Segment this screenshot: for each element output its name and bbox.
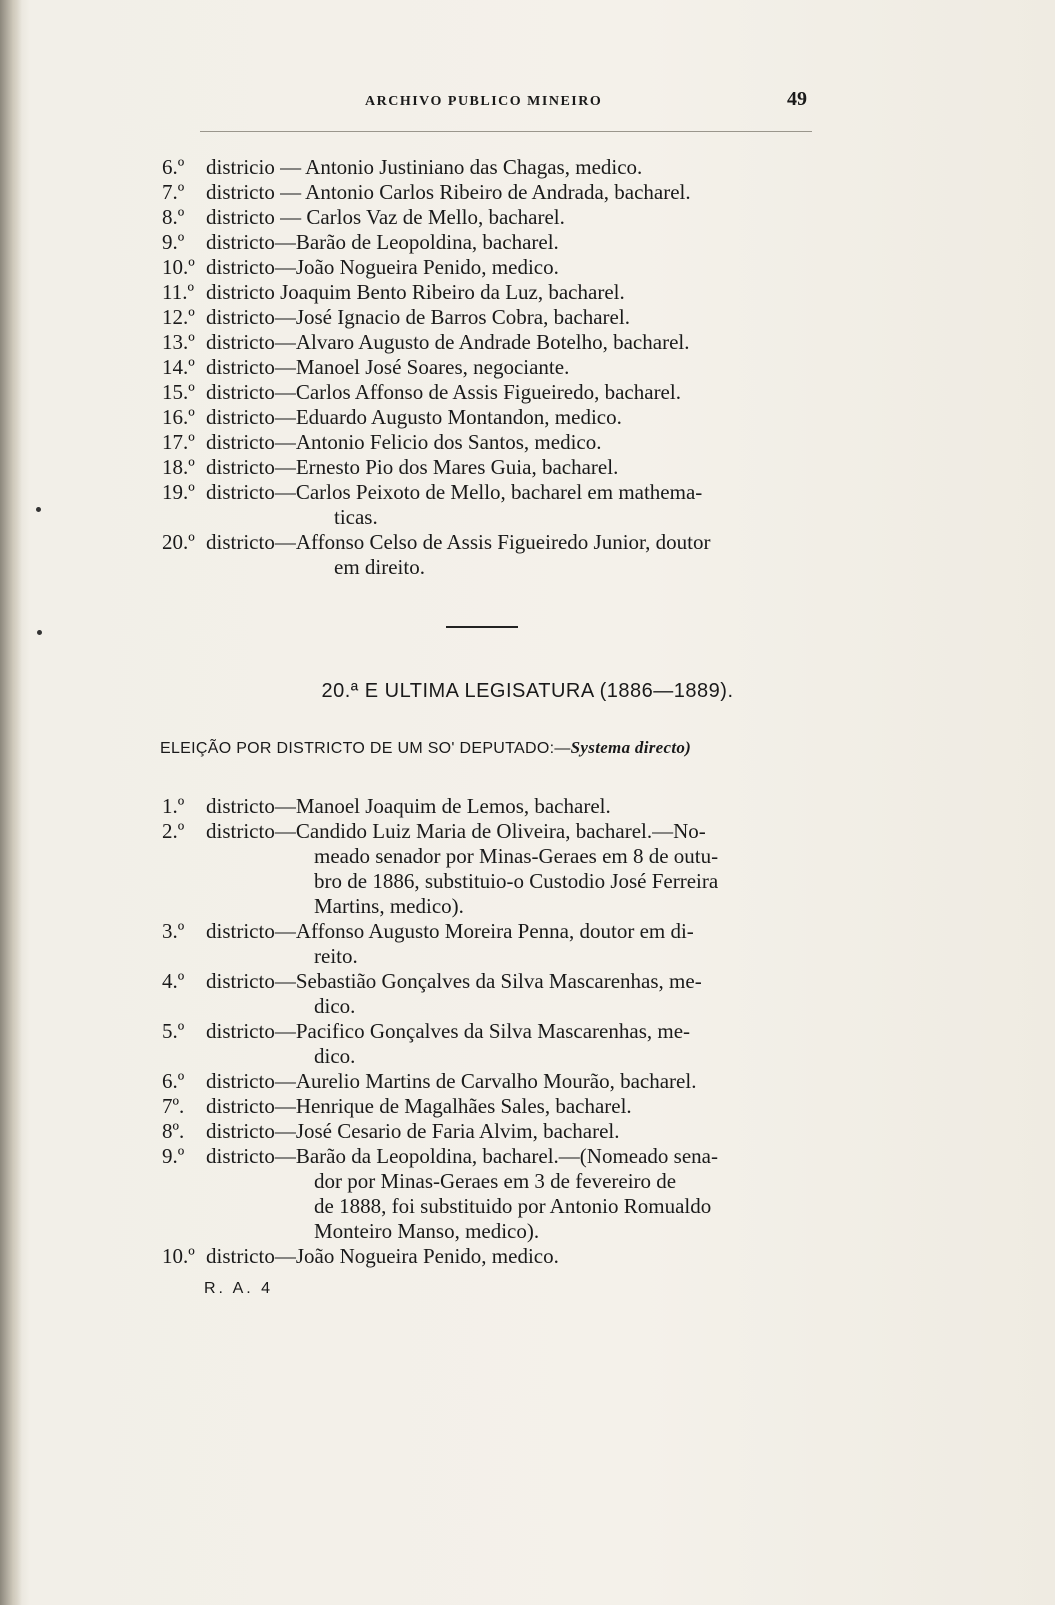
district-text: districto Joaquim Bento Ribeiro da Luz, bacharel. — [206, 280, 625, 304]
continuation-text: dico. — [314, 1044, 356, 1068]
header-title: ARCHIVO PUBLICO MINEIRO — [365, 94, 603, 109]
district-text: districto—Affonso Augusto Moreira Penna, doutor em di- — [206, 919, 694, 943]
district-text: districto—Candido Luiz Maria de Oliveira, bacharel.—No- — [206, 819, 706, 843]
district-number: 20.º — [162, 530, 195, 554]
district-number: 9.º — [162, 230, 185, 254]
district-entry — [162, 480, 842, 505]
election-subheading — [160, 738, 691, 758]
district-text-continuation — [334, 555, 425, 580]
district-text: districto—Aurelio Martins de Carvalho Mourão, bacharel. — [206, 1069, 697, 1093]
district-text: districto—Ernesto Pio dos Mares Guia, bacharel. — [206, 455, 619, 479]
district-number: 7.º — [162, 180, 185, 204]
district-number: 13.º — [162, 330, 195, 354]
district-number: 2.º — [162, 819, 185, 843]
continuation-text: dico. — [314, 994, 356, 1018]
district-entry — [162, 305, 842, 330]
legislature-heading: 20.ª E ULTIMA LEGISATURA (1886—1889). — [321, 680, 734, 702]
district-entry — [162, 530, 842, 555]
page-number: 49 — [787, 88, 807, 110]
signature-mark: R. A. 4 — [204, 1280, 274, 1297]
margin-speck — [37, 630, 42, 635]
continuation-text: bro de 1886, substituio-o Custodio José Ferreira — [314, 869, 719, 893]
district-number: 8.º — [162, 205, 185, 229]
district-number: 8º. — [162, 1119, 185, 1143]
continuation-text: reito. — [314, 944, 358, 968]
district-number: 4.º — [162, 969, 185, 993]
running-header — [365, 88, 815, 118]
district-number: 9.º — [162, 1144, 185, 1168]
district-entry — [162, 255, 842, 280]
district-number: 15.º — [162, 380, 195, 404]
district-entry — [162, 155, 842, 180]
section-divider — [446, 626, 518, 628]
district-entry — [162, 230, 842, 255]
district-text: districto — Carlos Vaz de Mello, bacharel. — [206, 205, 565, 229]
book-spine-shadow — [0, 0, 22, 1605]
subheading-italic: Systema directo) — [570, 738, 692, 757]
district-entry — [162, 330, 842, 355]
continuation-text: ticas. — [334, 505, 378, 529]
district-number: 16.º — [162, 405, 195, 429]
district-number: 6.º — [162, 155, 185, 179]
district-text: districto—Barão da Leopoldina, bacharel.—(Nomeado sena- — [206, 1144, 718, 1168]
district-text-continuation — [314, 844, 718, 869]
district-entry — [162, 1019, 842, 1044]
district-text: districto—Manoel José Soares, negociante. — [206, 355, 570, 379]
continuation-text: Monteiro Manso, medico). — [314, 1219, 540, 1243]
district-entry — [162, 794, 842, 819]
district-entry — [162, 405, 842, 430]
district-number: 11.º — [162, 280, 194, 304]
continuation-text: meado senador por Minas-Geraes em 8 de outu- — [314, 844, 719, 868]
district-text-continuation — [314, 1169, 676, 1194]
district-text: districto—Affonso Celso de Assis Figueiredo Junior, doutor — [206, 530, 711, 554]
district-number: 5.º — [162, 1019, 185, 1043]
district-entry — [162, 430, 842, 455]
district-entry — [162, 1069, 842, 1094]
continuation-text: Martins, medico). — [314, 894, 464, 918]
district-text: districto—Antonio Felicio dos Santos, medico. — [206, 430, 602, 454]
district-text-continuation — [314, 944, 358, 969]
district-entry — [162, 1144, 842, 1169]
district-text: districto—João Nogueira Penido, medico. — [206, 255, 559, 279]
district-entry — [162, 355, 842, 380]
continuation-text: em direito. — [334, 555, 425, 579]
district-text: districto—Carlos Affonso de Assis Figueiredo, bacharel. — [206, 380, 681, 404]
district-number: 18.º — [162, 455, 195, 479]
district-text: districto—Henrique de Magalhães Sales, bacharel. — [206, 1094, 632, 1118]
district-entry — [162, 1244, 842, 1269]
district-text-continuation — [314, 1194, 711, 1219]
district-text: districto—João Nogueira Penido, medico. — [206, 1244, 559, 1268]
district-entry — [162, 180, 842, 205]
district-entry — [162, 919, 842, 944]
district-number: 17.º — [162, 430, 195, 454]
district-text: districio — Antonio Justiniano das Chagas, medico. — [206, 155, 643, 179]
subheading-main: ELEIÇÃO POR DISTRICTO DE UM SO' DEPUTADO:— — [160, 740, 571, 757]
district-entry — [162, 205, 842, 230]
district-text: districto—José Cesario de Faria Alvim, bacharel. — [206, 1119, 620, 1143]
district-number: 1.º — [162, 794, 185, 818]
district-number: 3.º — [162, 919, 185, 943]
district-text: districto—Carlos Peixoto de Mello, bacharel em mathema- — [206, 480, 703, 504]
district-entry — [162, 969, 842, 994]
district-text: districto—Alvaro Augusto de Andrade Botelho, bacharel. — [206, 330, 690, 354]
district-entry — [162, 1094, 842, 1119]
district-text-continuation — [314, 1219, 539, 1244]
district-entry — [162, 455, 842, 480]
district-number: 14.º — [162, 355, 195, 379]
continuation-text: de 1888, foi substituido por Antonio Romualdo — [314, 1194, 712, 1218]
district-text: districto—José Ignacio de Barros Cobra, bacharel. — [206, 305, 630, 329]
district-text: districto—Sebastião Gonçalves da Silva Mascarenhas, me- — [206, 969, 702, 993]
district-entry — [162, 819, 842, 844]
district-entry — [162, 380, 842, 405]
district-number: 7º. — [162, 1094, 185, 1118]
header-rule — [200, 131, 812, 132]
district-entry — [162, 280, 842, 305]
district-text: districto—Manoel Joaquim de Lemos, bacharel. — [206, 794, 611, 818]
district-text-continuation — [334, 505, 378, 530]
district-text: districto—Barão de Leopoldina, bacharel. — [206, 230, 559, 254]
margin-speck — [36, 507, 41, 512]
district-text-continuation — [314, 1044, 355, 1069]
district-text: districto—Pacifico Gonçalves da Silva Mascarenhas, me- — [206, 1019, 691, 1043]
district-number: 12.º — [162, 305, 195, 329]
district-text: districto—Eduardo Augusto Montandon, medico. — [206, 405, 622, 429]
district-text: districto — Antonio Carlos Ribeiro de Andrada, bacharel. — [206, 180, 691, 204]
district-number: 10.º — [162, 1244, 195, 1268]
district-number: 6.º — [162, 1069, 185, 1093]
district-text-continuation — [314, 869, 718, 894]
district-number: 19.º — [162, 480, 195, 504]
district-number: 10.º — [162, 255, 195, 279]
district-text-continuation — [314, 894, 464, 919]
district-entry — [162, 1119, 842, 1144]
continuation-text: dor por Minas-Geraes em 3 de fevereiro de — [314, 1169, 677, 1193]
district-text-continuation — [314, 994, 355, 1019]
